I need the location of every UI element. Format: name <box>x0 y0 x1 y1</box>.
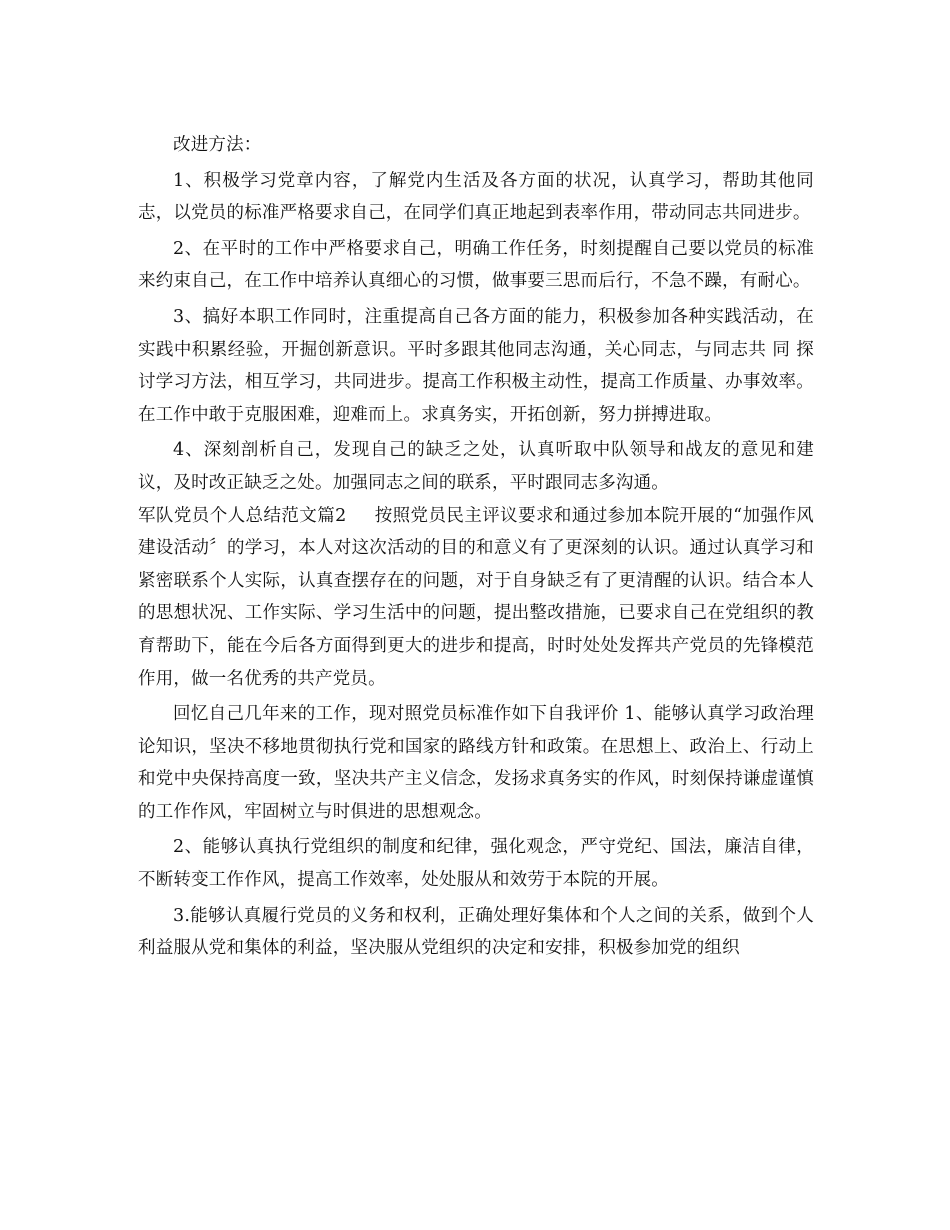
improvement-item-2: 2、在平时的工作中严格要求自己，明确工作任务，时刻提醒自己要以党员的标准来约束自己，在工作中培养认真细心的习惯，做事要三思而后行，不急不躁，有耐心。 <box>138 238 814 292</box>
section-title: 军队党员个人总结范文篇2 <box>138 505 347 526</box>
intro-heading: 改进方法： <box>173 135 262 155</box>
improvement-item-4: 4、深刻剖析自己，发现自己的缺乏之处，认真听取中队领导和战友的意见和建议，及时改正缺乏之处。加强同志之间的联系，平时跟同志多沟通。 <box>138 440 814 493</box>
section-block <box>138 500 814 696</box>
section-intro: 按照党员民主评议要求和通过参加本院开展的“加强作风建设活动〞的学习，本人对这次活动的目的和意义有了更深刻的认识。通过认真学习和紧密联系个人实际，认真查摆存在的问题，对于自身缺乏有了更清醒的认识。结合本人的思想状况、工作实际、学习生活中的问题，提出整改措施，已要求自己在党组织的教育帮助下，能在今后各方面得到更大的进步和提高，时时处处发挥共产党员的先锋模范作用，做一名优秀的共产党员。 <box>138 505 814 689</box>
review-paragraph-3: 3.能够认真履行党员的义务和权利，正确处理好集体和个人之间的关系，做到个人利益服从党和集体的利益，坚决服从党组织的决定和安排，积极参加党的组织 <box>138 905 814 959</box>
review-paragraph-1: 回忆自己几年来的工作，现对照党员标准作如下自我评价 1、能够认真学习政治理论知识，坚决不移地贯彻执行党和国家的路线方针和政策。在思想上、政治上、行动上和党中央保持高度一致，坚决共产主义信念，发扬求真务实的作风，时刻保持谦虚谨慎的工作作风，牢固树立与时俱进的思想观念。 <box>138 704 814 822</box>
improvement-item-3: 3、搞好本职工作同时，注重提高自己各方面的能力，积极参加各种实践活动，在实践中积累经验，开掘创新意识。平时多跟其他同志沟通，关心同志，与同志共 同 探讨学习方法，相互学习，共同进步。提高工作积极主动性，提高工作质量、办事效率。在工作中敢于克服困难，迎难而上。求真务实，开拓创新，努力拼搏进取。 <box>138 306 814 425</box>
review-paragraph-2: 2、能够认真执行党组织的制度和纪律，强化观念，严守党纪、国法，廉洁自律，不断转变工作作风，提高工作效率，处处服从和效劳于本院的开展。 <box>138 837 814 891</box>
improvement-item-1: 1、积极学习党章内容，了解党内生活及各方面的状况，认真学习，帮助其他同志，以党员的标准严格要求自己，在同学们真正地起到表率作用，带动同志共同进步。 <box>138 170 814 224</box>
document-page <box>138 129 814 965</box>
